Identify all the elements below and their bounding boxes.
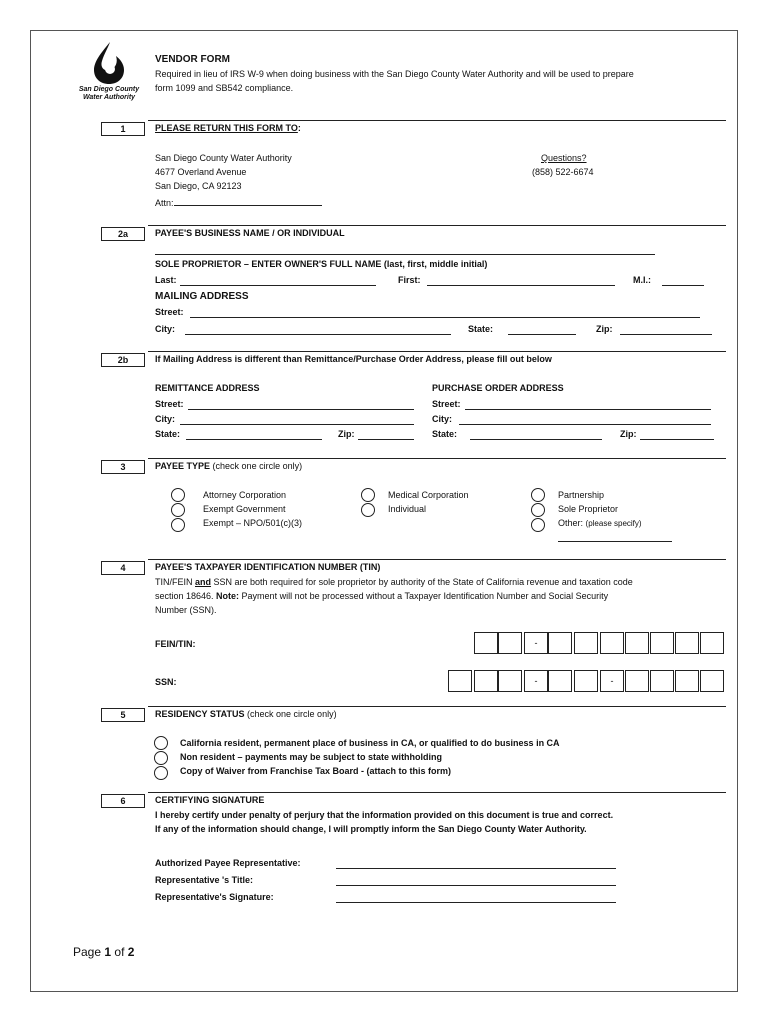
ssn-digit[interactable] — [574, 670, 598, 692]
residency-option-ca: California resident, permanent place of business in CA, or qualified to do business in CA — [180, 738, 560, 748]
ssn-label: SSN: — [155, 677, 177, 687]
mailing-zip-label: Zip: — [596, 324, 613, 334]
mailing-zip-field[interactable] — [620, 334, 712, 335]
tin-paragraph-3: Number (SSN). — [155, 605, 217, 615]
radio-exempt-npo[interactable] — [171, 518, 185, 532]
rep-signature-field[interactable] — [336, 902, 616, 903]
return-city: San Diego, CA 92123 — [155, 181, 242, 191]
ssn-dash: - — [524, 670, 548, 692]
section-5-rule — [148, 706, 726, 707]
po-heading: PURCHASE ORDER ADDRESS — [432, 383, 564, 393]
form-title: VENDOR FORM — [155, 54, 230, 65]
radio-waiver[interactable] — [154, 766, 168, 780]
radio-sole-proprietor[interactable] — [531, 503, 545, 517]
remit-city-label: City: — [155, 414, 175, 424]
certify-line-2: If any of the information should change, I will promptly inform the San Diego County Water Authority. — [155, 824, 587, 834]
po-city-label: City: — [432, 414, 452, 424]
ssn-digit[interactable] — [700, 670, 724, 692]
fein-digit[interactable] — [700, 632, 724, 654]
remit-state-label: State: — [155, 429, 181, 439]
po-state-label: State: — [432, 429, 458, 439]
fein-digit[interactable] — [650, 632, 674, 654]
last-name-label: Last: — [155, 275, 177, 285]
section-2a-number: 2a — [101, 227, 145, 241]
first-name-field[interactable] — [427, 285, 615, 286]
radio-individual[interactable] — [361, 503, 375, 517]
remittance-heading: REMITTANCE ADDRESS — [155, 383, 260, 393]
option-individual: Individual — [388, 504, 427, 514]
po-street-field[interactable] — [465, 409, 711, 410]
section-3-heading: PAYEE TYPE (check one circle only) — [155, 461, 303, 471]
residency-option-non-resident: Non resident – payments may be subject to state withholding — [180, 752, 443, 762]
ssn-digit[interactable] — [548, 670, 572, 692]
mailing-address-heading: MAILING ADDRESS — [155, 291, 249, 302]
fein-digit[interactable] — [675, 632, 699, 654]
remit-zip-field[interactable] — [358, 439, 414, 440]
section-1-heading: PLEASE RETURN THIS FORM TO: — [155, 123, 301, 133]
radio-partnership[interactable] — [531, 488, 545, 502]
radio-medical-corporation[interactable] — [361, 488, 375, 502]
form-description-2: form 1099 and SB542 compliance. — [155, 83, 294, 93]
rep-name-field[interactable] — [336, 868, 616, 869]
last-name-field[interactable] — [180, 285, 376, 286]
section-6-heading: CERTIFYING SIGNATURE — [155, 795, 265, 805]
attn-field[interactable] — [174, 195, 322, 206]
sole-prop-label: SOLE PROPRIETOR – ENTER OWNER'S FULL NAME (last, first, middle initial) — [155, 259, 488, 269]
mailing-city-field[interactable] — [185, 334, 451, 335]
mailing-street-field[interactable] — [190, 317, 700, 318]
section-1-number: 1 — [101, 122, 145, 136]
page-border — [30, 30, 738, 992]
logo-text: San Diego County Water Authority — [78, 86, 140, 101]
ssn-digit[interactable] — [650, 670, 674, 692]
fein-digit[interactable] — [474, 632, 498, 654]
fein-label: FEIN/TIN: — [155, 639, 196, 649]
option-partnership: Partnership — [558, 490, 605, 500]
section-5-number: 5 — [101, 708, 145, 722]
option-sole-proprietor: Sole Proprietor — [558, 504, 619, 514]
residency-option-waiver: Copy of Waiver from Franchise Tax Board - (attach to this form) — [180, 766, 452, 776]
section-2b-rule — [148, 351, 726, 352]
mailing-street-label: Street: — [155, 307, 184, 317]
radio-non-resident[interactable] — [154, 751, 168, 765]
section-2b-heading: If Mailing Address is different than Remittance/Purchase Order Address, please fill out below — [155, 354, 552, 364]
section-6-rule — [148, 792, 726, 793]
section-2a-rule — [148, 225, 726, 226]
radio-exempt-government[interactable] — [171, 503, 185, 517]
other-specify-field[interactable] — [558, 541, 672, 542]
ssn-digit[interactable] — [474, 670, 498, 692]
business-name-field[interactable] — [155, 254, 655, 255]
mi-label: M.I.: — [633, 275, 651, 285]
po-city-field[interactable] — [459, 424, 711, 425]
ssn-digit[interactable] — [498, 670, 522, 692]
po-zip-label: Zip: — [620, 429, 637, 439]
radio-attorney-corporation[interactable] — [171, 488, 185, 502]
ssn-dash: - — [600, 670, 624, 692]
fein-digit[interactable] — [498, 632, 522, 654]
form-description-1: Required in lieu of IRS W-9 when doing business with the San Diego County Water Authority and will be used to prepare — [155, 69, 634, 79]
ssn-digit[interactable] — [625, 670, 649, 692]
radio-ca-resident[interactable] — [154, 736, 168, 750]
section-2b-number: 2b — [101, 353, 145, 367]
certify-line-1: I hereby certify under penalty of perjury that the information provided on this document is true and correct. — [155, 810, 614, 820]
po-state-field[interactable] — [470, 439, 602, 440]
questions-phone: (858) 522-6674 — [532, 167, 594, 177]
mailing-state-field[interactable] — [508, 334, 576, 335]
mailing-city-label: City: — [155, 324, 175, 334]
rep-title-label: Representative 's Title: — [155, 875, 254, 885]
remit-state-field[interactable] — [186, 439, 322, 440]
section-6-number: 6 — [101, 794, 145, 808]
fein-digit[interactable] — [625, 632, 649, 654]
rep-signature-label: Representative's Signature: — [155, 892, 274, 902]
fein-digit[interactable] — [574, 632, 598, 654]
questions-label: Questions? — [541, 153, 587, 163]
section-2a-heading: PAYEE'S BUSINESS NAME / OR INDIVIDUAL — [155, 228, 345, 238]
section-4-rule — [148, 559, 726, 560]
section-1-rule — [148, 120, 726, 121]
section-4-number: 4 — [101, 561, 145, 575]
po-street-label: Street: — [432, 399, 461, 409]
remit-city-field[interactable] — [180, 424, 414, 425]
po-zip-field[interactable] — [640, 439, 714, 440]
fein-digit[interactable] — [600, 632, 624, 654]
radio-other[interactable] — [531, 518, 545, 532]
rep-name-label: Authorized Payee Representative: — [155, 858, 301, 868]
section-5-heading: RESIDENCY STATUS (check one circle only) — [155, 709, 337, 719]
remit-street-label: Street: — [155, 399, 184, 409]
option-medical-corporation: Medical Corporation — [388, 490, 469, 500]
section-3-number: 3 — [101, 460, 145, 474]
fein-dash: - — [524, 632, 548, 654]
tin-paragraph-1: TIN/FEIN and SSN are both required for sole proprietor by authority of the State of California revenue and taxation code — [155, 577, 633, 587]
return-street: 4677 Overland Avenue — [155, 167, 247, 177]
remit-street-field[interactable] — [188, 409, 414, 410]
attn-line: Attn: — [155, 195, 322, 210]
tin-paragraph-2: section 18646. Note: Payment will not be processed without a Taxpayer Identification Number and Social Security — [155, 591, 609, 601]
option-attorney-corporation: Attorney Corporation — [203, 490, 287, 500]
page-number: Page 1 of 2 — [73, 945, 135, 959]
remit-zip-label: Zip: — [338, 429, 355, 439]
mi-field[interactable] — [662, 285, 704, 286]
rep-title-field[interactable] — [336, 885, 616, 886]
option-exempt-government: Exempt Government — [203, 504, 286, 514]
ssn-digit[interactable] — [448, 670, 472, 692]
first-name-label: First: — [398, 275, 421, 285]
option-exempt-npo: Exempt – NPO/501(c)(3) — [203, 518, 303, 528]
option-other: Other: (please specify) — [558, 518, 642, 528]
section-4-heading: PAYEE'S TAXPAYER IDENTIFICATION NUMBER (TIN) — [155, 562, 381, 572]
fein-digit[interactable] — [548, 632, 572, 654]
mailing-state-label: State: — [468, 324, 494, 334]
water-drop-logo-icon — [88, 40, 130, 86]
return-org: San Diego County Water Authority — [155, 153, 292, 163]
ssn-digit[interactable] — [675, 670, 699, 692]
section-3-rule — [148, 458, 726, 459]
